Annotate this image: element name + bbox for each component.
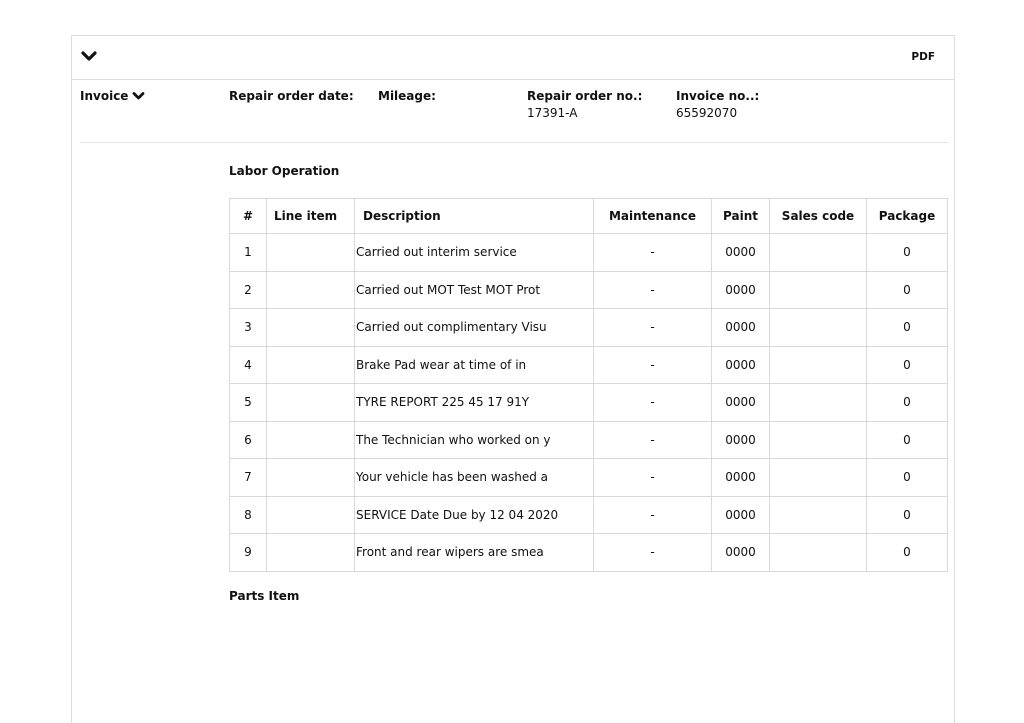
- meta-label: Repair order date:: [229, 89, 354, 103]
- invoice-panel: [71, 35, 955, 723]
- cell-paint: 0000: [712, 496, 770, 534]
- cell-line-item: [267, 459, 355, 497]
- column-header-package: Package: [867, 199, 948, 234]
- table-row: [230, 534, 948, 572]
- cell-description: Front and rear wipers are smea: [355, 534, 594, 572]
- repair-order-number: [527, 89, 642, 120]
- column-header-paint: Paint: [712, 199, 770, 234]
- cell-paint: 0000: [712, 459, 770, 497]
- cell-description: TYRE REPORT 225 45 17 91Y: [355, 384, 594, 422]
- cell-paint: 0000: [712, 534, 770, 572]
- cell-package: 0: [867, 271, 948, 309]
- mileage: [378, 89, 436, 106]
- cell-maintenance: -: [594, 459, 712, 497]
- table-header-row: [230, 199, 948, 234]
- meta-label: Mileage:: [378, 89, 436, 103]
- cell-package: 0: [867, 309, 948, 347]
- invoice-number: [676, 89, 759, 120]
- cell-paint: 0000: [712, 421, 770, 459]
- cell-package: 0: [867, 459, 948, 497]
- column-header-line-item: Line item: [267, 199, 355, 234]
- cell-sales-code: [770, 234, 867, 272]
- cell-maintenance: -: [594, 421, 712, 459]
- cell-maintenance: -: [594, 309, 712, 347]
- pdf-button[interactable]: PDF: [911, 51, 935, 63]
- table-row: [230, 271, 948, 309]
- cell-paint: 0000: [712, 346, 770, 384]
- cell-number: 9: [230, 534, 267, 572]
- panel-header: [72, 36, 954, 80]
- cell-package: 0: [867, 384, 948, 422]
- cell-sales-code: [770, 271, 867, 309]
- cell-sales-code: [770, 534, 867, 572]
- cell-sales-code: [770, 421, 867, 459]
- cell-description: Brake Pad wear at time of in: [355, 346, 594, 384]
- meta-value: 17391-A: [527, 106, 578, 120]
- cell-description: Carried out MOT Test MOT Prot: [355, 271, 594, 309]
- cell-line-item: [267, 534, 355, 572]
- cell-line-item: [267, 421, 355, 459]
- cell-package: 0: [867, 234, 948, 272]
- table-row: [230, 421, 948, 459]
- cell-sales-code: [770, 384, 867, 422]
- cell-paint: 0000: [712, 309, 770, 347]
- cell-package: 0: [867, 346, 948, 384]
- table-row: [230, 496, 948, 534]
- cell-maintenance: -: [594, 534, 712, 572]
- cell-sales-code: [770, 496, 867, 534]
- cell-description: Carried out complimentary Visu: [355, 309, 594, 347]
- labor-operation-table: [229, 198, 948, 572]
- cell-number: 7: [230, 459, 267, 497]
- chevron-down-icon: [132, 91, 145, 102]
- meta-label: Repair order no.:: [527, 89, 643, 103]
- cell-maintenance: -: [594, 234, 712, 272]
- cell-number: 5: [230, 384, 267, 422]
- labor-operation-title: Labor Operation: [229, 164, 340, 178]
- column-header-description: Description: [355, 199, 594, 234]
- cell-line-item: [267, 271, 355, 309]
- cell-paint: 0000: [712, 384, 770, 422]
- cell-sales-code: [770, 459, 867, 497]
- section-label: Invoice: [80, 89, 129, 103]
- cell-number: 3: [230, 309, 267, 347]
- cell-paint: 0000: [712, 271, 770, 309]
- meta-label: Invoice no..:: [676, 89, 760, 103]
- cell-package: 0: [867, 534, 948, 572]
- cell-line-item: [267, 234, 355, 272]
- repair-order-date: [229, 89, 354, 106]
- cell-line-item: [267, 346, 355, 384]
- column-header-sales-code: Sales code: [770, 199, 867, 234]
- cell-maintenance: -: [594, 496, 712, 534]
- cell-number: 8: [230, 496, 267, 534]
- divider: [80, 142, 948, 143]
- cell-sales-code: [770, 346, 867, 384]
- cell-maintenance: -: [594, 346, 712, 384]
- column-header-maintenance: Maintenance: [594, 199, 712, 234]
- parts-item-title: Parts Item: [229, 589, 300, 603]
- cell-package: 0: [867, 496, 948, 534]
- table-row: [230, 384, 948, 422]
- cell-maintenance: -: [594, 384, 712, 422]
- table-row: [230, 309, 948, 347]
- cell-number: 2: [230, 271, 267, 309]
- table-row: [230, 234, 948, 272]
- cell-line-item: [267, 309, 355, 347]
- cell-line-item: [267, 384, 355, 422]
- cell-description: SERVICE Date Due by 12 04 2020: [355, 496, 594, 534]
- cell-line-item: [267, 496, 355, 534]
- cell-number: 1: [230, 234, 267, 272]
- column-header-number: #: [230, 199, 267, 234]
- chevron-down-icon[interactable]: [81, 50, 97, 64]
- cell-package: 0: [867, 421, 948, 459]
- table-row: [230, 459, 948, 497]
- invoice-section-toggle[interactable]: [80, 89, 145, 103]
- table-row: [230, 346, 948, 384]
- cell-description: Carried out interim service: [355, 234, 594, 272]
- cell-paint: 0000: [712, 234, 770, 272]
- cell-number: 6: [230, 421, 267, 459]
- cell-description: Your vehicle has been washed a: [355, 459, 594, 497]
- cell-maintenance: -: [594, 271, 712, 309]
- cell-sales-code: [770, 309, 867, 347]
- cell-description: The Technician who worked on y: [355, 421, 594, 459]
- meta-value: 65592070: [676, 106, 738, 120]
- cell-number: 4: [230, 346, 267, 384]
